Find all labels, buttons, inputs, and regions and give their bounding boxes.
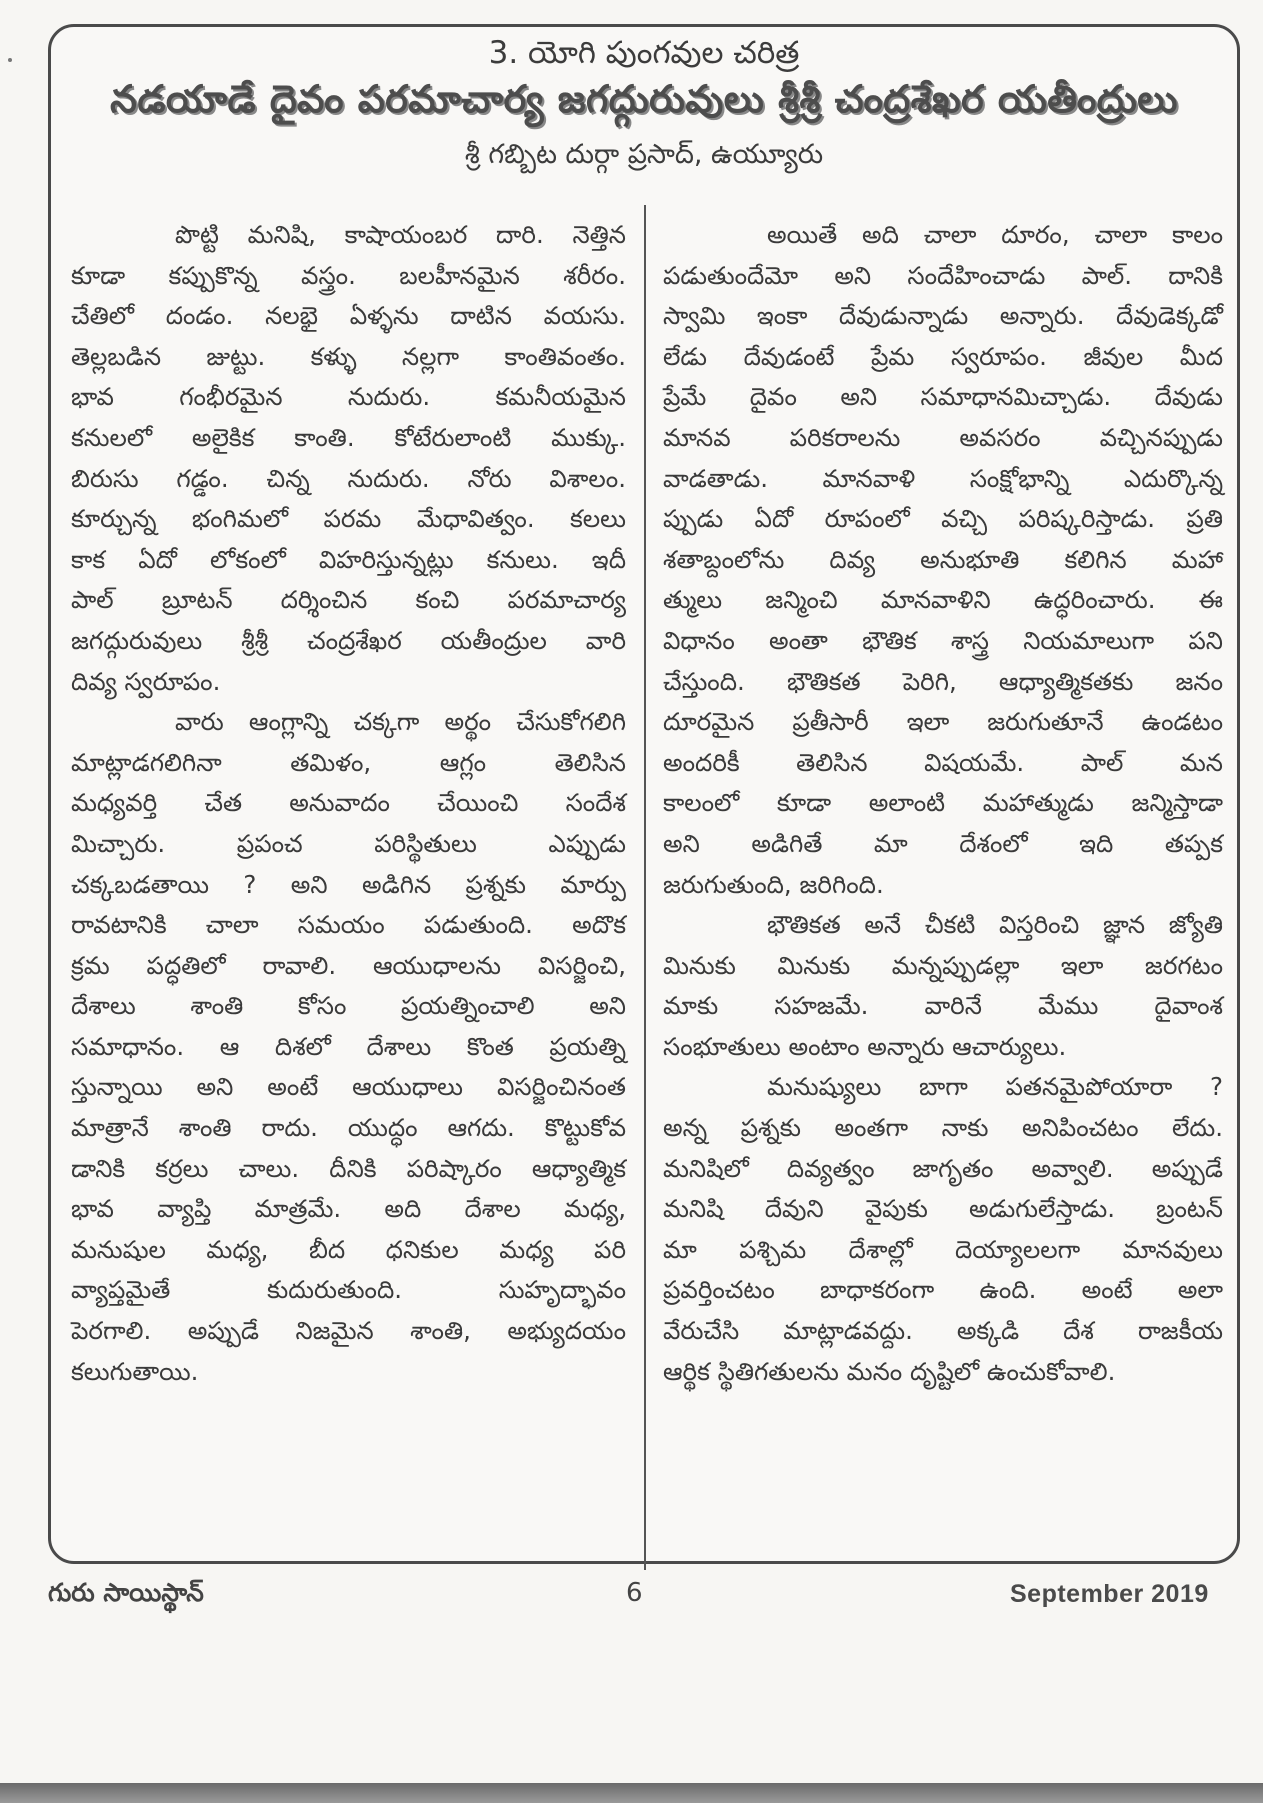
- text-line: మినుకు మినుకు మన్నప్పుడల్లా ఇలా జరగటం: [663, 950, 1223, 980]
- text-line: భావ వ్యాప్తి మాత్రమే. అది దేశాల మధ్య,: [71, 1194, 626, 1224]
- text-line: విధానం అంతా భౌతిక శాస్త్ర నియమాలుగా పని: [663, 625, 1223, 655]
- text-line: ఆర్థిక స్థితిగతులను మనం దృష్టిలో ఉంచుకోవాలి.: [663, 1356, 1116, 1386]
- text-line: భౌతికత అనే చీకటి విస్తరించి జ్ఞాన జ్యోతి: [767, 910, 1223, 940]
- text-line: కూర్చున్న భంగిమలో పరమ మేధావిత్వం. కలలు: [71, 504, 626, 534]
- text-line: స్తున్నాయి అని అంటే ఆయుధాలు విసర్జించినంత: [71, 1072, 626, 1102]
- text-line: సంభూతులు అంటాం అన్నారు ఆచార్యులు.: [663, 1031, 1067, 1061]
- text-line: చేస్తుంది. భౌతికత పెరిగి, ఆధ్యాత్మికతకు జనం: [663, 666, 1223, 696]
- column-divider: [644, 205, 646, 1570]
- text-line: సమాధానం. ఆ దిశలో దేశాలు కొంత ప్రయత్ని: [71, 1031, 626, 1061]
- text-line: స్వామి ఇంకా దేవుడున్నాడు అన్నారు. దేవుడెక్కడో: [663, 301, 1223, 331]
- article-title: నడయాడే దైవం పరమాచార్య జగద్గురువులు శ్రీశ్రీ చంద్రశేఖర యతీంద్రులు: [110, 77, 1178, 121]
- text-line: శతాబ్దంలోను దివ్య అనుభూతి కలిగిన మహా: [663, 544, 1223, 574]
- text-line: అని అడిగితే మా దేశంలో ఇది తప్పక: [663, 828, 1223, 858]
- left-column: [71, 215, 626, 1392]
- text-line: దూరమైన ప్రతీసారీ ఇలా జరుగుతూనే ఉండటం: [663, 707, 1223, 737]
- text-line: బిరుసు గడ్డం. చిన్న నుదురు. నోరు విశాలం.: [71, 463, 626, 493]
- text-line: మనిషి దేవుని వైపుకు అడుగులేస్తాడు. బ్రంటన్: [663, 1194, 1223, 1224]
- text-line: కనులలో అలైకిక కాంతి. కోటేరులాంటి ముక్కు.: [71, 422, 626, 452]
- text-line: జరుగుతుంది, జరిగింది.: [663, 869, 884, 899]
- text-line: మానవ పరికరాలను అవసరం వచ్చినప్పుడు: [663, 422, 1223, 452]
- page-number: 6: [626, 1578, 643, 1608]
- text-line: పెరగాలి. అప్పుడే నిజమైన శాంతి, అభ్యుదయం: [71, 1316, 626, 1346]
- text-line: డానికి కర్రలు చాలు. దీనికి పరిష్కారం ఆధ్యాత్మిక: [71, 1153, 626, 1183]
- text-line: వారు ఆంగ్లాన్ని చక్కగా అర్థం చేసుకోగలిగి: [175, 707, 626, 737]
- text-line: అందరికీ తెలిసిన విషయమే. పాల్ మన: [663, 747, 1223, 777]
- text-line: మాత్రానే శాంతి రాదు. యుద్ధం ఆగదు. కొట్టుకోవ: [71, 1113, 626, 1143]
- text-line: మధ్యవర్తి చేత అనువాదం చేయించి సందేశ: [71, 788, 626, 818]
- text-line: వాడతాడు. మానవాళి సంక్షోభాన్ని ఎదుర్కొన్న: [663, 463, 1223, 493]
- text-line: లేడు దేవుడంటే ప్రేమ స్వరూపం. జీవుల మీద: [663, 341, 1223, 371]
- text-line: భావ గంభీరమైన నుదురు. కమనీయమైన: [71, 382, 626, 412]
- magazine-name: గురు సాయిస్థాన్: [48, 1578, 204, 1607]
- text-line: అయితే అది చాలా దూరం, చాలా కాలం: [767, 220, 1223, 249]
- text-line: జగద్గురువులు శ్రీశ్రీ చంద్రశేఖర యతీంద్రుల వారి: [71, 625, 626, 655]
- text-line: కూడా కప్పుకొన్న వస్త్రం. బలహీనమైన శరీరం.: [71, 260, 626, 290]
- issue-date: September 2019: [1010, 1580, 1209, 1608]
- text-line: ప్పుడు ఏదో రూపంలో వచ్చి పరిష్కరిస్తాడు. ప్రతి: [663, 504, 1223, 534]
- text-line: వ్యాప్తమైతే కుదురుతుంది. సుహృద్భావం: [71, 1275, 626, 1305]
- text-line: దేశాలు శాంతి కోసం ప్రయత్నించాలి అని: [71, 991, 626, 1021]
- text-line: తెల్లబడిన జుట్టు. కళ్ళు నల్లగా కాంతివంతం.: [71, 341, 626, 371]
- text-line: కాలంలో కూడా అలాంటి మహాత్ముడు జన్మిస్తాడా: [663, 788, 1223, 818]
- text-line: మనిషిలో దివ్యత్వం జాగృతం అవ్వాలి. అప్పుడే: [663, 1153, 1223, 1183]
- text-line: మాట్లాడగలిగినా తమిళం, ఆగ్లం తెలిసిన: [71, 747, 626, 777]
- series-title: 3. యోగి పుంగవుల చరిత్ర: [488, 35, 800, 71]
- text-line: త్ములు జన్మించి మానవాళిని ఉద్ధరించారు. ఈ: [663, 585, 1223, 615]
- text-line: మనుషుల మధ్య, బీద ధనికుల మధ్య పరి: [71, 1234, 626, 1264]
- text-line: పాల్ బ్రూటన్ దర్శించిన కంచి పరమాచార్య: [71, 585, 626, 615]
- text-line: కాక ఏదో లోకంలో విహరిస్తున్నట్లు కనులు. ఇదీ: [71, 544, 626, 574]
- paper-speck: [8, 58, 12, 62]
- article-frame: [48, 24, 1240, 1564]
- text-line: పొట్టి మనిషి, కాషాయంబర దారి. నెత్తిన: [175, 220, 626, 249]
- text-line: పడుతుందేమో అని సందేహించాడు పాల్. దానికి: [663, 260, 1223, 290]
- text-line: అన్న ప్రశ్నకు అంతగా నాకు అనిపించటం లేదు.: [663, 1113, 1223, 1143]
- text-line: చేతిలో దండం. నలభై ఏళ్ళను దాటిన వయసు.: [71, 301, 626, 331]
- text-line: కలుగుతాయి.: [71, 1356, 199, 1386]
- text-line: మనుష్యులు బాగా పతనమైపోయారా ?: [767, 1072, 1223, 1102]
- page-bottom-edge: [0, 1783, 1263, 1803]
- text-line: మిచ్చారు. ప్రపంచ పరిస్థితులు ఎప్పుడు: [71, 828, 626, 858]
- text-line: వేరుచేసి మాట్లాడవద్దు. అక్కడి దేశ రాజకీయ: [663, 1316, 1223, 1346]
- text-line: రావటానికి చాలా సమయం పడుతుంది. అదొక: [71, 910, 626, 940]
- text-line: ప్రవర్తించటం బాధాకరంగా ఉంది. అంటే అలా: [663, 1275, 1223, 1305]
- text-line: చక్కబడతాయి ? అని అడిగిన ప్రశ్నకు మార్పు: [71, 869, 626, 899]
- text-line: దివ్య స్వరూపం.: [71, 666, 221, 696]
- right-column: [663, 215, 1223, 1392]
- text-line: మా పశ్చిమ దేశాల్లో దెయ్యాలలగా మానవులు: [663, 1234, 1223, 1264]
- text-line: మాకు సహజమే. వారినే మేము దైవాంశ: [663, 991, 1223, 1021]
- text-line: క్రమ పద్ధతిలో రావాలి. ఆయుధాలను విసర్జించి,: [71, 950, 626, 980]
- author-byline: శ్రీ గబ్బిట దుర్గా ప్రసాద్, ఉయ్యూరు: [464, 139, 824, 170]
- text-line: ప్రేమే దైవం అని సమాధానమిచ్చాడు. దేవుడు: [663, 382, 1223, 412]
